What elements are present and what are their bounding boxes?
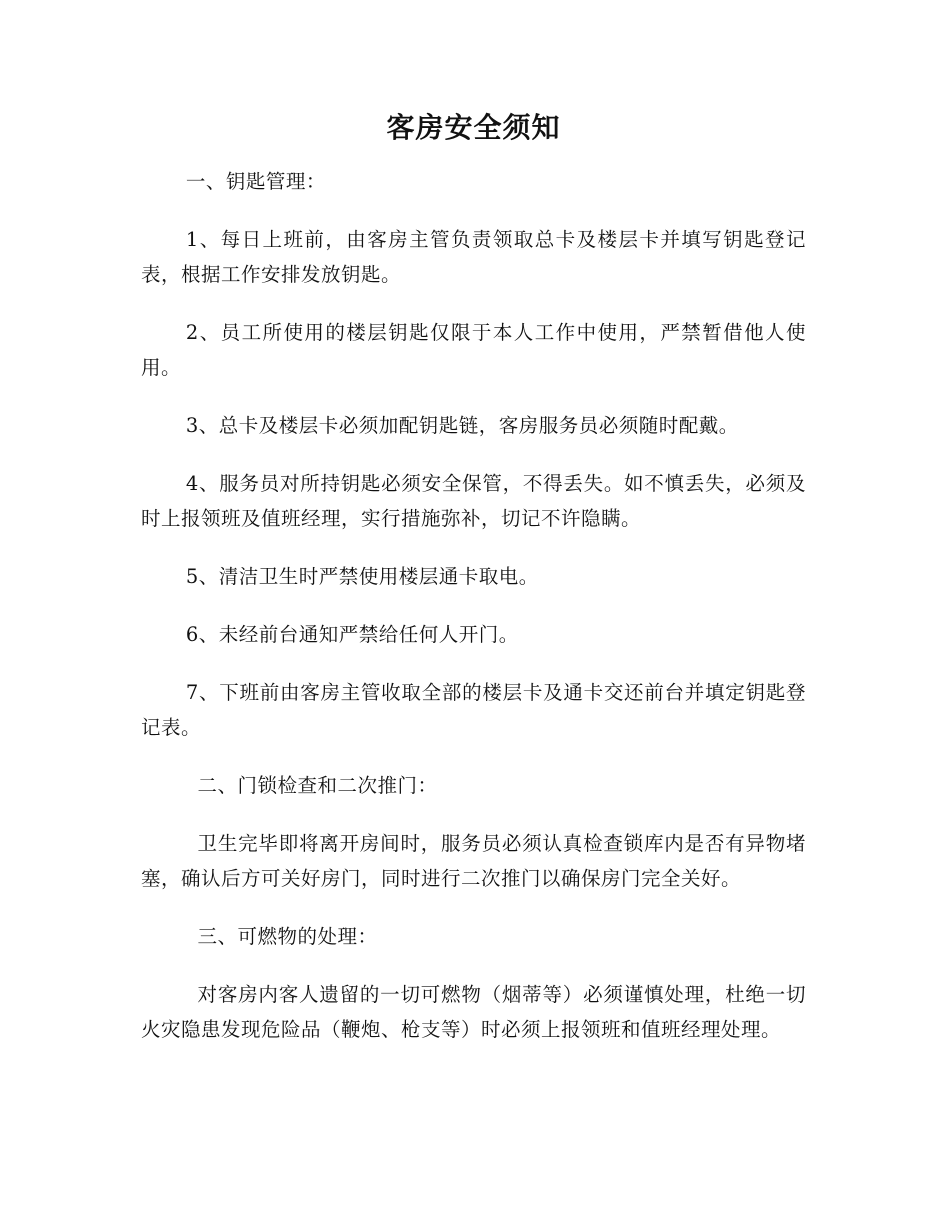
section-heading-door-lock-check: 二、门锁检查和二次推门： bbox=[197, 774, 438, 797]
key-rule-5: 5、清洁卫生时严禁使用楼层通卡取电。 bbox=[185, 565, 539, 588]
key-rule-2: 2、员工所使用的楼层钥匙仅限于本人工作中使用，严禁暂借他人使用。 bbox=[141, 321, 806, 379]
document-title: 客房安全须知 bbox=[386, 111, 561, 144]
key-rule-3: 3、总卡及楼层卡必须加配钥匙链，客房服务员必须随时配戴。 bbox=[185, 414, 739, 437]
key-rule-6: 6、未经前台通知严禁给任何人开门。 bbox=[185, 623, 519, 646]
key-rule-7: 7、下班前由客房主管收取全部的楼层卡及通卡交还前台并填定钥匙登记表。 bbox=[141, 681, 806, 739]
section-heading-combustibles: 三、可燃物的处理： bbox=[197, 925, 378, 948]
section-heading-key-management: 一、钥匙管理： bbox=[185, 170, 326, 193]
key-rule-1: 1、每日上班前，由客房主管负责领取总卡及楼层卡并填写钥匙登记表，根据工作安排发放钥匙。 bbox=[141, 228, 806, 286]
combustibles-body: 对客房内客人遗留的一切可燃物（烟蒂等）必须谨慎处理，杜绝一切火灾隐患发现危险品（鞭炮、枪支等）时必须上报领班和值班经理处理。 bbox=[141, 983, 806, 1041]
document-page bbox=[141, 108, 806, 1070]
key-rule-4: 4、服务员对所持钥匙必须安全保管，不得丢失。如不慎丢失，必须及时上报领班及值班经理，实行措施弥补，切记不许隐瞒。 bbox=[141, 472, 806, 530]
door-lock-check-body: 卫生完毕即将离开房间时，服务员必须认真检查锁库内是否有异物堵塞，确认后方可关好房门，同时进行二次推门以确保房门完全关好。 bbox=[141, 832, 806, 890]
